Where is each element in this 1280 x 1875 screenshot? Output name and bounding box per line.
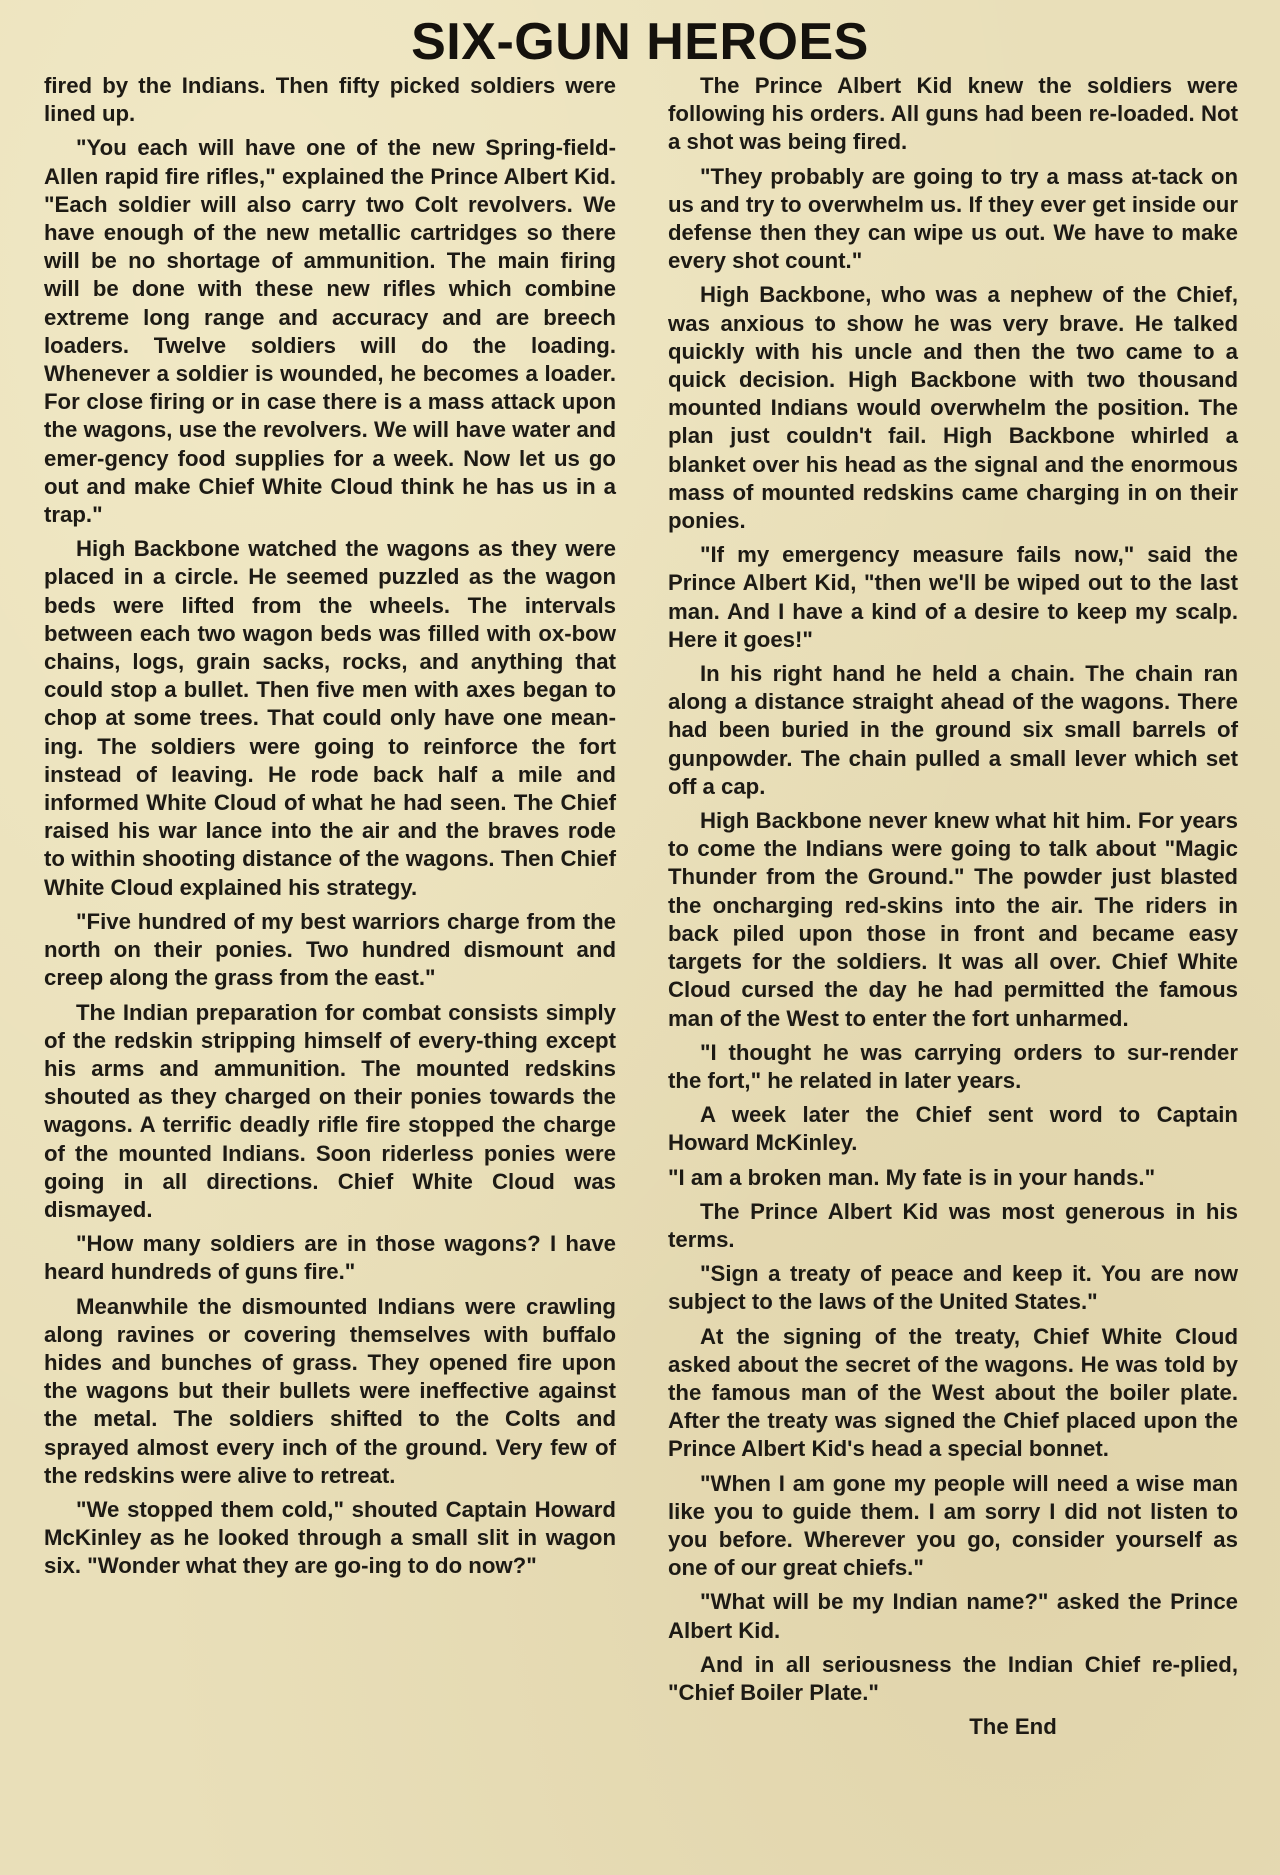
paragraph: "We stopped them cold," shouted Captain Howard McKinley as he looked through a small slit in wagon six. "Wonder what they are go-ing to do now?" xyxy=(44,1496,616,1579)
paragraph: At the signing of the treaty, Chief White Cloud asked about the secret of the wagons. He was told by the famous man of the West about the boiler plate. After the treaty was signed the Chief placed upon the Prince Albert Kid's head a special bonnet. xyxy=(668,1323,1238,1462)
paragraph: The Prince Albert Kid was most generous in his terms. xyxy=(668,1198,1238,1252)
paragraph: The Indian preparation for combat consists simply of the redskin stripping himself of every-thing except his arms and ammunition. The mounted redskins shouted as they charged on their ponies towards the wagons. A terrific deadly rifle fire stopped the charge of the mounted Indians. Soon riderless ponies were going in all directions. Chief White Cloud was dismayed. xyxy=(44,999,616,1222)
paragraph: High Backbone, who was a nephew of the Chief, was anxious to show he was very brave. He talked quickly with his uncle and then the two came to a quick decision. High Backbone with two thousand mounted Indians would overwhelm the position. The plan just couldn't fail. High Backbone whirled a blanket over his head as the signal and the enormous mass of mounted redskins came charging in on their ponies. xyxy=(668,282,1238,534)
paragraph: "When I am gone my people will need a wise man like you to guide them. I am sorry I did not listen to you before. Wherever you go, consider yourself as one of our great chiefs." xyxy=(668,1470,1238,1581)
paragraph: fired by the Indians. Then fifty picked soldiers were lined up. xyxy=(44,73,616,127)
paragraph: The Prince Albert Kid knew the soldiers were following his orders. All guns had been re-loaded. Not a shot was being fired. xyxy=(668,73,1238,155)
paragraph: "If my emergency measure fails now," said the Prince Albert Kid, "then we'll be wiped out to the last man. And I have a kind of a desire to keep my scalp. Here it goes!" xyxy=(668,542,1238,652)
paragraph: "I am a broken man. My fate is in your hands." xyxy=(668,1164,1156,1190)
paragraph: "Sign a treaty of peace and keep it. You are now subject to the laws of the United States." xyxy=(668,1261,1238,1315)
paragraph: "You each will have one of the new Spring-field-Allen rapid fire rifles," explained the Prince Albert Kid. "Each soldier will also carry two Colt revolvers. We have enough of the new metallic cartridges so there will be no shortage of ammunition. The main firing will be done with these new rifles which combine extreme long range and accuracy and are breech loaders. Twelve soldiers will do the loading. Whenever a soldier is wounded, he becomes a loader. For close firing or in case there is a mass attack upon the wagons, use the revolvers. We will have water and emer-gency food supplies for a week. Now let us go out and make Chief White Cloud think he has us in a trap." xyxy=(44,135,616,528)
end-marker: The End xyxy=(969,1714,1057,1740)
paragraph: "How many soldiers are in those wagons? I have heard hundreds of guns fire." xyxy=(44,1231,616,1285)
paragraph: "Five hundred of my best warriors charge from the north on their ponies. Two hundred dismount and creep along the grass from the east." xyxy=(44,908,616,991)
paragraph: In his right hand he held a chain. The chain ran along a distance straight ahead of the wagons. There had been buried in the ground six small barrels of gunpowder. The chain pulled a small lever which set off a cap. xyxy=(668,661,1238,799)
paragraph: And in all seriousness the Indian Chief re-plied, "Chief Boiler Plate." xyxy=(668,1651,1238,1705)
page-title: SIX-GUN HEROES xyxy=(411,13,869,71)
right-column xyxy=(668,72,1238,1747)
paragraph: High Backbone watched the wagons as they were placed in a circle. He seemed puzzled as the wagon beds were lifted from the wheels. The intervals between each two wagon beds was filled with ox-bow chains, logs, grain sacks, rocks, and anything that could stop a bullet. Then five men with axes began to chop at some trees. That could only have one mean-ing. The soldiers were going to reinforce the fort instead of leaving. He rode back half a mile and informed White Cloud of what he had seen. The Chief raised his war lance into the air and the braves rode to within shooting distance of the wagons. Then Chief White Cloud explained his strategy. xyxy=(44,536,616,900)
paragraph: Meanwhile the dismounted Indians were crawling along ravines or covering themselves with buffalo hides and bunches of grass. They opened fire upon the wagons but their bullets were ineffective against the metal. The soldiers shifted to the Colts and sprayed almost every inch of the ground. Very few of the redskins were alive to retreat. xyxy=(44,1293,616,1488)
left-column xyxy=(44,72,616,1587)
paragraph: A week later the Chief sent word to Captain Howard McKinley. xyxy=(668,1102,1238,1156)
paragraph: "What will be my Indian name?" asked the Prince Albert Kid. xyxy=(668,1589,1238,1643)
paragraph: High Backbone never knew what hit him. For years to come the Indians were going to talk about "Magic Thunder from the Ground." The powder just blasted the oncharging red-skins into the air. The riders in back piled upon those in front and became easy targets for the soldiers. It was all over. Chief White Cloud cursed the day he had permitted the famous man of the West to enter the fort unharmed. xyxy=(668,808,1238,1031)
paragraph: "I thought he was carrying orders to sur-render the fort," he related in later years. xyxy=(668,1039,1238,1093)
paragraph: "They probably are going to try a mass at-tack on us and try to overwhelm us. If they ever get inside our defense then they can wipe us out. We have to make every shot count." xyxy=(668,163,1238,274)
